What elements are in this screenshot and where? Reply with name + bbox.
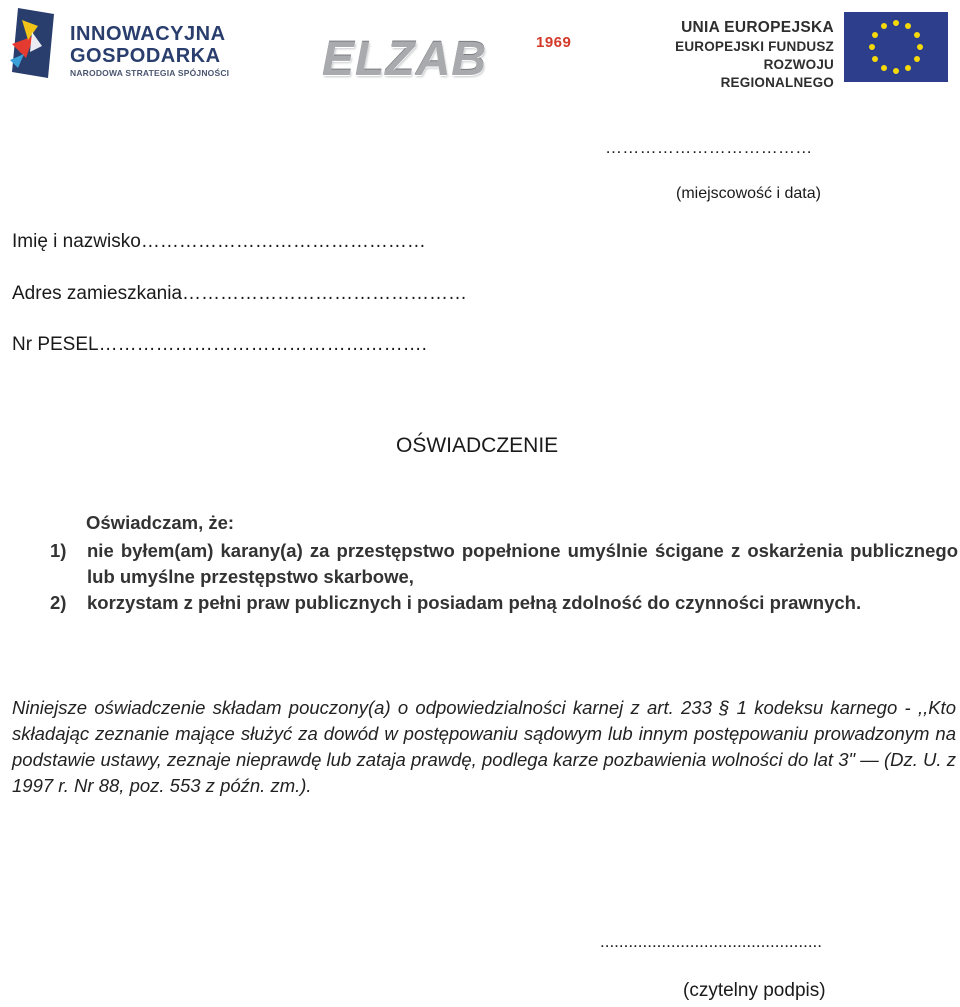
declaration-item-text: nie byłem(am) karany(a) za przestępstwo popełnione umyślnie ścigane z oskarżenia publicznego lub umyślne przestępstwo skarbowe, [87, 540, 958, 587]
signature-label: (czytelny podpis) [683, 980, 826, 1001]
declaration-item-number: 1) [50, 540, 67, 561]
innowacyjna-gospodarka-wordmark [70, 23, 229, 79]
logo-line: UNIA EUROPEJSKA [681, 19, 834, 36]
signature-dots: ............................................... [600, 932, 822, 951]
declaration-item [50, 538, 958, 590]
place-date-dots: ……………………………… [605, 138, 813, 157]
logo-line: GOSPODARKA [70, 45, 221, 67]
declaration-item-number: 2) [50, 592, 67, 613]
innowacyjna-gospodarka-mark-icon [8, 6, 64, 82]
innowacyjna-gospodarka-logo [8, 6, 238, 82]
address-field: Adres zamieszkania……………………………………… [12, 283, 468, 304]
document-title: OŚWIADCZENIE [396, 434, 559, 457]
eu-wordmark [660, 18, 834, 92]
elzab-logo [322, 28, 588, 86]
declaration-item [50, 590, 958, 616]
eu-flag-icon [844, 12, 948, 82]
elzab-wordmark: ELZAB [322, 33, 487, 86]
logo-line: NARODOWA STRATEGIA SPÓJNOŚCI [70, 68, 230, 78]
eu-logo [660, 10, 952, 90]
pesel-field: Nr PESEL……………………………………………. [12, 334, 427, 355]
declaration [50, 512, 958, 616]
logo-line: EUROPEJSKI FUNDUSZ [675, 39, 834, 54]
declaration-lead: Oświadczam, że: [86, 512, 235, 533]
place-date-label: (miejscowość i data) [676, 185, 821, 202]
elzab-year: 1969 [536, 34, 572, 51]
name-field: Imię i nazwisko……………………………………… [12, 231, 426, 252]
legal-notice: Niniejsze oświadczenie składam pouczony(a) o odpowiedzialności karnej z art. 233 § 1 kodeksu karnego - ,,Kto składając zeznanie mające służyć za dowód w postępowaniu sądowym lub innym postępowaniu prowadzonym na podstawie ustawy, zeznaje nieprawdę lub zataja prawdę, podlega karze pozbawienia wolności do lat 3" — (Dz. U. z 1997 r. Nr 88, poz. 553 z późn. zm.). [12, 697, 956, 796]
logo-line: ROZWOJU REGIONALNEGO [720, 57, 834, 90]
logo-line: INNOWACYJNA [70, 23, 226, 45]
declaration-item-text: korzystam z pełni praw publicznych i posiadam pełną zdolność do czynności prawnych. [87, 592, 862, 613]
